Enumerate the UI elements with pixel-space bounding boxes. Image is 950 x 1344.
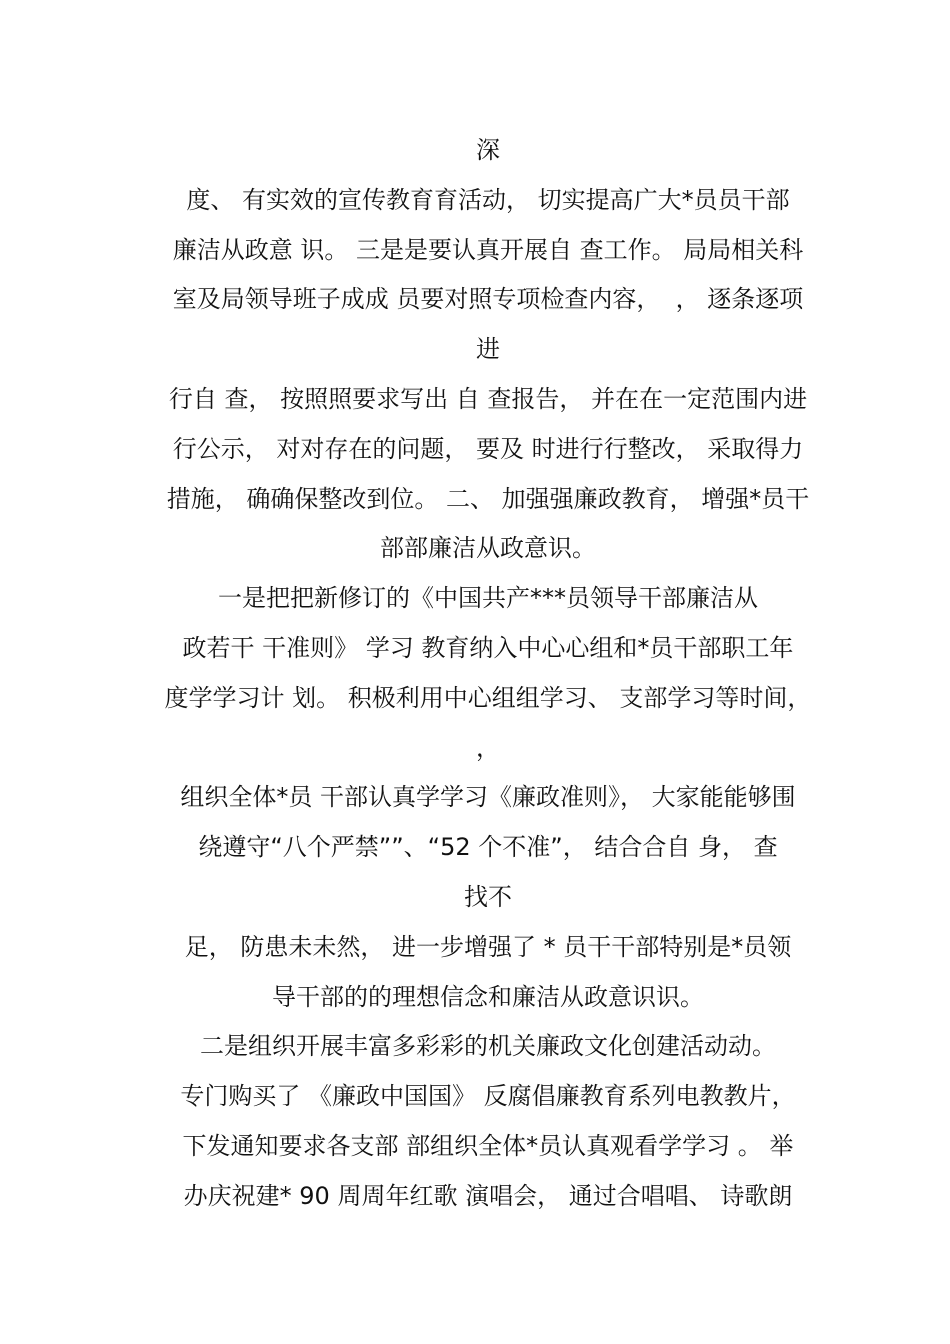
text-line: 导干部的的理想信念和廉洁从政意识识。 [272, 982, 704, 1011]
body-text [150, 126, 826, 1222]
text-line: 专门购买了 《廉政中国国》 反腐倡廉教育系列电教教片， [180, 1082, 796, 1111]
text-line: 组织全体*员 干部认真学学习《廉政准则》， 大家能能够围 [180, 783, 796, 812]
text-line: 办庆祝建* 90 周周年红歌 演唱会， 通过合唱唱、 诗歌朗 [183, 1181, 793, 1210]
text-line: 进 [476, 335, 500, 364]
text-line: 措施， 确确保整改到位。 二、 加强强廉政教育， 增强*员干 [166, 484, 810, 513]
text-line: 室及局领导班子成成 员要对照专项检查内容， ， 逐条逐项 [172, 285, 804, 314]
text-line: 度学学习计 划。 积极利用中心组组学习、 支部学习等时间， [164, 683, 812, 712]
text-line: 找不 [464, 882, 512, 911]
text-line: 绕遵守“八个严禁””、“52 个不准”， 结合合自 身， 查 [198, 833, 778, 862]
text-line: 行公示， 对对存在的问题， 要及 时进行行整改， 采取得力 [172, 434, 804, 463]
text-line: ， [476, 733, 500, 762]
text-line: 度、 有实效的宣传教育育活动， 切实提高广大*员员干部 [186, 185, 790, 214]
text-line: 深 [476, 136, 500, 164]
text-line: 下发通知要求各支部 部组织全体*员认真观看学学习 。 举 [182, 1131, 794, 1160]
text-line: 一是把把新修订的《中国共产***员领导干部廉洁从 [218, 584, 758, 613]
text-line: 足， 防患未未然， 进一步增强了 * 员干干部特别是*员领 [184, 932, 792, 961]
text-line: 部部廉洁从政意识。 [380, 534, 596, 563]
text-line: 政若干 干准则》 学习 教育纳入中心心组和*员干部职工年 [182, 633, 794, 662]
text-line: 廉洁从政意 识。 三是是要认真开展自 查工作。 局局相关科 [172, 235, 804, 264]
text-line: 二是组织开展丰富多彩彩的机关廉政文化创建活动动。 [200, 1032, 776, 1061]
text-line: 行自 查， 按照照要求写出 自 查报告， 并在在一定范围内进 [168, 384, 808, 413]
